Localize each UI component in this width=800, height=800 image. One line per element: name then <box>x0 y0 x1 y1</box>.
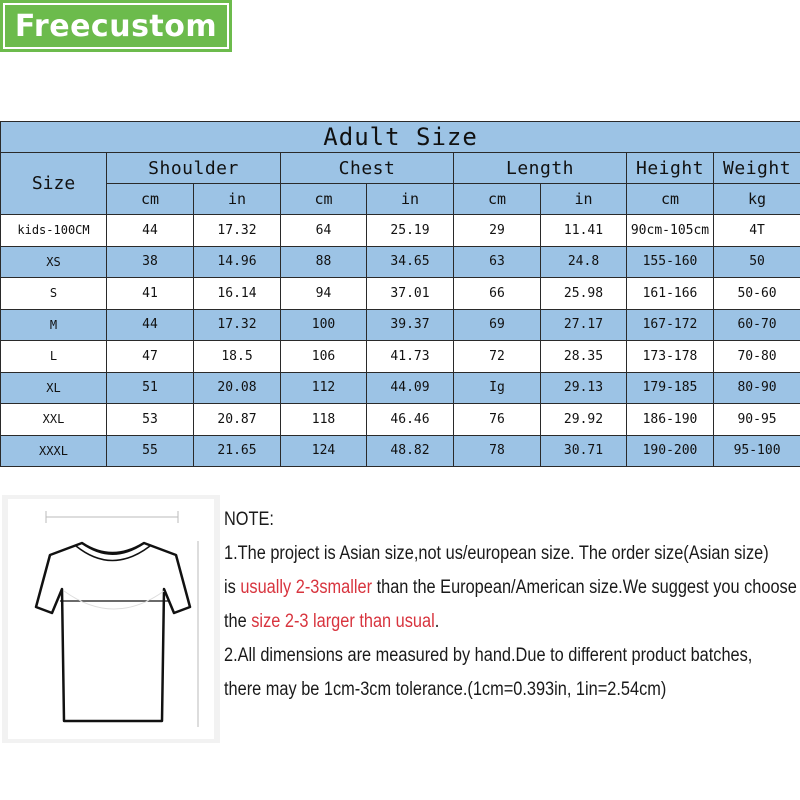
measurement-cell: 39.37 <box>367 309 454 341</box>
brand-logo <box>0 0 232 52</box>
measurement-cell: 161-166 <box>627 278 714 310</box>
measurement-cell: 16.14 <box>194 278 281 310</box>
length-header: Length <box>454 153 627 184</box>
measurement-cell: 95-100 <box>714 435 800 467</box>
measurement-cell: 155-160 <box>627 246 714 278</box>
note-text <box>224 503 797 707</box>
note-line-5: there may be 1cm-3cm tolerance.(1cm=0.393in, 1in=2.54cm) <box>224 679 667 700</box>
measurement-cell: 38 <box>107 246 194 278</box>
measurement-cell: 50 <box>714 246 800 278</box>
measurement-cell: 60-70 <box>714 309 800 341</box>
measurement-cell: 30.71 <box>541 435 627 467</box>
size-label-cell: M <box>1 309 107 341</box>
size-table <box>0 121 800 467</box>
table-row <box>1 215 800 247</box>
note-line-4: 2.All dimensions are measured by hand.Due to different product batches, <box>224 645 753 666</box>
tshirt-measurement-illustration <box>2 495 220 743</box>
measurement-cell: 76 <box>454 404 541 436</box>
note-section <box>0 489 800 749</box>
measurement-cell: 4T <box>714 215 800 247</box>
shoulder-header: Shoulder <box>107 153 281 184</box>
table-row <box>1 278 800 310</box>
note-line-2-prefix: is <box>224 577 241 598</box>
unit-header-row <box>1 184 800 215</box>
measurement-cell: 51 <box>107 372 194 404</box>
measurement-cell: 14.96 <box>194 246 281 278</box>
measurement-cell: 41 <box>107 278 194 310</box>
title-row <box>1 122 800 153</box>
chest-in-unit: in <box>367 184 454 215</box>
measurement-cell: 11.41 <box>541 215 627 247</box>
measurement-cell: 21.65 <box>194 435 281 467</box>
measurement-cell: 106 <box>281 341 367 373</box>
measurement-cell: 53 <box>107 404 194 436</box>
size-column-header: Size <box>1 153 107 215</box>
measurement-cell: 66 <box>454 278 541 310</box>
size-label-cell: L <box>1 341 107 373</box>
measurement-cell: 25.19 <box>367 215 454 247</box>
chest-header: Chest <box>281 153 454 184</box>
measurement-cell: 17.32 <box>194 309 281 341</box>
brand-logo-text: Freecustom <box>3 3 229 49</box>
measurement-cell: 29.13 <box>541 372 627 404</box>
note-heading: NOTE: <box>224 509 274 530</box>
note-line-3-prefix: the <box>224 611 252 632</box>
measurement-cell: 124 <box>281 435 367 467</box>
measurement-cell: 48.82 <box>367 435 454 467</box>
table-title: Adult Size <box>1 122 800 153</box>
measurement-cell: 20.08 <box>194 372 281 404</box>
measurement-cell: 29.92 <box>541 404 627 436</box>
group-header-row <box>1 153 800 184</box>
measurement-cell: 112 <box>281 372 367 404</box>
shoulder-in-unit: in <box>194 184 281 215</box>
size-label-cell: XXL <box>1 404 107 436</box>
note-line-1: 1.The project is Asian size,not us/european size. The order size(Asian size) <box>224 543 769 564</box>
table-row <box>1 341 800 373</box>
measurement-cell: 55 <box>107 435 194 467</box>
size-table-body <box>1 215 800 467</box>
note-line-3 <box>224 605 719 639</box>
measurement-cell: 190-200 <box>627 435 714 467</box>
measurement-cell: 29 <box>454 215 541 247</box>
measurement-cell: 78 <box>454 435 541 467</box>
measurement-cell: 44.09 <box>367 372 454 404</box>
measurement-cell: 72 <box>454 341 541 373</box>
measurement-cell: 44 <box>107 215 194 247</box>
measurement-cell: 69 <box>454 309 541 341</box>
measurement-cell: 24.8 <box>541 246 627 278</box>
measurement-cell: 179-185 <box>627 372 714 404</box>
measurement-cell: 17.32 <box>194 215 281 247</box>
weight-header: Weight <box>714 153 800 184</box>
note-line-2-suffix: than the European/American size.We suggest you choose <box>372 577 797 598</box>
weight-kg-unit: kg <box>714 184 800 215</box>
size-label-cell: XS <box>1 246 107 278</box>
measurement-cell: 18.5 <box>194 341 281 373</box>
measurement-cell: 50-60 <box>714 278 800 310</box>
measurement-cell: 27.17 <box>541 309 627 341</box>
measurement-cell: 37.01 <box>367 278 454 310</box>
table-row <box>1 246 800 278</box>
height-header: Height <box>627 153 714 184</box>
measurement-cell: 80-90 <box>714 372 800 404</box>
shoulder-cm-unit: cm <box>107 184 194 215</box>
note-highlight-larger: size 2-3 larger than usual <box>251 611 435 632</box>
measurement-cell: 100 <box>281 309 367 341</box>
measurement-cell: 118 <box>281 404 367 436</box>
measurement-cell: 94 <box>281 278 367 310</box>
measurement-cell: 47 <box>107 341 194 373</box>
table-row <box>1 435 800 467</box>
measurement-cell: 64 <box>281 215 367 247</box>
measurement-cell: 20.87 <box>194 404 281 436</box>
measurement-cell: 173-178 <box>627 341 714 373</box>
length-cm-unit: cm <box>454 184 541 215</box>
measurement-cell: 90-95 <box>714 404 800 436</box>
chest-cm-unit: cm <box>281 184 367 215</box>
size-label-cell: kids-100CM <box>1 215 107 247</box>
measurement-cell: 167-172 <box>627 309 714 341</box>
height-cm-unit: cm <box>627 184 714 215</box>
size-label-cell: XXXL <box>1 435 107 467</box>
measurement-cell: 46.46 <box>367 404 454 436</box>
measurement-cell: 25.98 <box>541 278 627 310</box>
size-label-cell: XL <box>1 372 107 404</box>
measurement-cell: 34.65 <box>367 246 454 278</box>
measurement-cell: 63 <box>454 246 541 278</box>
measurement-cell: 186-190 <box>627 404 714 436</box>
length-in-unit: in <box>541 184 627 215</box>
table-row <box>1 404 800 436</box>
table-row <box>1 309 800 341</box>
note-highlight-smaller: usually 2-3smaller <box>240 577 373 598</box>
note-line-2 <box>224 571 797 605</box>
measurement-cell: 90cm-105cm <box>627 215 714 247</box>
measurement-cell: 70-80 <box>714 341 800 373</box>
measurement-cell: 28.35 <box>541 341 627 373</box>
note-line-3-suffix: . <box>434 611 440 632</box>
measurement-cell: Ig <box>454 372 541 404</box>
measurement-cell: 44 <box>107 309 194 341</box>
size-label-cell: S <box>1 278 107 310</box>
table-row <box>1 372 800 404</box>
measurement-cell: 88 <box>281 246 367 278</box>
measurement-cell: 41.73 <box>367 341 454 373</box>
